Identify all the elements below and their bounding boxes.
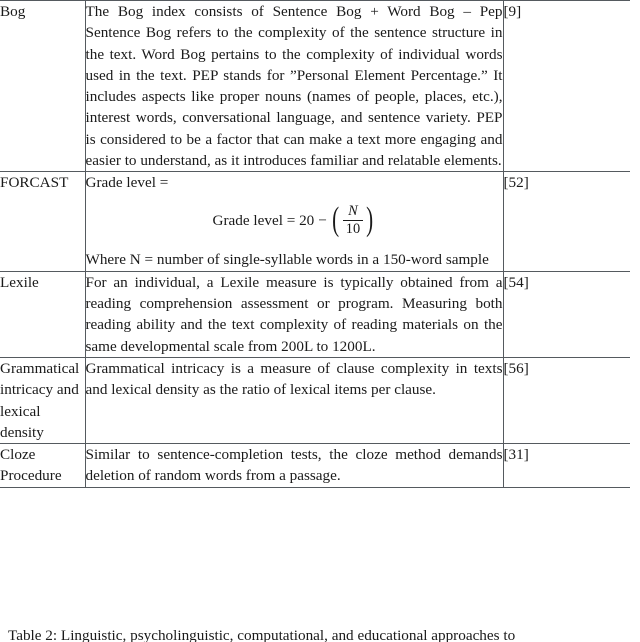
metric-description-cell xyxy=(85,271,503,357)
reference-cell xyxy=(503,357,630,443)
citation-reference[interactable]: [56] xyxy=(503,359,529,377)
description-text: Grammatical intricacy is a measure of clause complexity in texts and lexical density as the ratio of lexical items per clause. xyxy=(85,359,503,399)
description-body xyxy=(86,1,503,171)
metric-name-cell xyxy=(0,444,85,488)
description-text: The Bog index consists of Sentence Bog + Word Bog – Pep Sentence Bog refers to the complexity of the sentence structure in the text. Word Bog pertains to the complexity of individual words used in the text. PEP stands for ”Personal Element Percentage.” It includes aspects like proper nouns (names of people, places, etc.), interest words, conversational language, and sentence variety. PEP is considered to be a factor that can make a text more engaging and easier to understand, as it introduces familiar and relatable elements. xyxy=(85,3,503,170)
metric-label: Lexile xyxy=(0,273,39,291)
formula-close-paren: ) xyxy=(366,201,374,239)
metric-label: FORCAST xyxy=(0,174,69,192)
forcast-formula xyxy=(86,201,503,239)
metric-name-cell xyxy=(0,357,85,443)
metric-name-cell xyxy=(0,172,85,271)
metric-label: Cloze Procedure xyxy=(0,446,62,485)
table-row xyxy=(0,271,630,357)
metric-name-cell xyxy=(0,271,85,357)
formula-fraction xyxy=(343,204,363,236)
description-text: Grade level = xyxy=(85,174,169,192)
table-row xyxy=(0,357,630,443)
reference-cell xyxy=(503,271,630,357)
fraction-numerator: N xyxy=(348,203,358,220)
description-body xyxy=(86,444,503,487)
citation-reference[interactable]: [31] xyxy=(503,446,529,464)
fraction-denominator: 10 xyxy=(345,220,361,237)
metric-description-cell xyxy=(85,172,503,271)
formula-open-paren: ( xyxy=(332,201,340,239)
description-text: For an individual, a Lexile measure is typically obtained from a reading comprehension assessment or program. Measuring both reading ability and the text complexity of reading materials on the same developmental scale from 200L to 1200L. xyxy=(85,273,503,355)
formula-legend-text: Where N = number of single-syllable words in a 150-word sample xyxy=(85,251,489,269)
description-body xyxy=(86,172,503,270)
reference-cell xyxy=(503,444,630,488)
metric-label: Bog xyxy=(0,3,26,20)
reference-cell xyxy=(503,172,630,271)
metric-description-cell xyxy=(85,444,503,488)
description-text: Similar to sentence-completion tests, the cloze method demands deletion of random words from a passage. xyxy=(85,446,503,485)
citation-reference[interactable]: [52] xyxy=(503,174,529,192)
metric-description-cell xyxy=(85,357,503,443)
description-body xyxy=(86,358,503,401)
formula-left-side: Grade level = 20 − xyxy=(212,211,331,229)
citation-reference[interactable]: [9] xyxy=(503,3,522,20)
table-row xyxy=(0,444,630,488)
reference-cell xyxy=(503,1,630,172)
formula-expression xyxy=(212,201,376,239)
table-caption-clipped xyxy=(0,630,640,642)
citation-reference[interactable]: [54] xyxy=(503,273,529,291)
metric-description-cell xyxy=(85,1,503,172)
table-row xyxy=(0,172,630,271)
table-caption-text: Table 2: Linguistic, psycholinguistic, computational, and educational approaches to xyxy=(8,630,516,642)
metric-name-cell xyxy=(0,1,85,172)
metric-label: Grammatical intricacy and lexical density xyxy=(0,359,80,441)
table-row xyxy=(0,1,630,172)
description-body xyxy=(86,272,503,357)
